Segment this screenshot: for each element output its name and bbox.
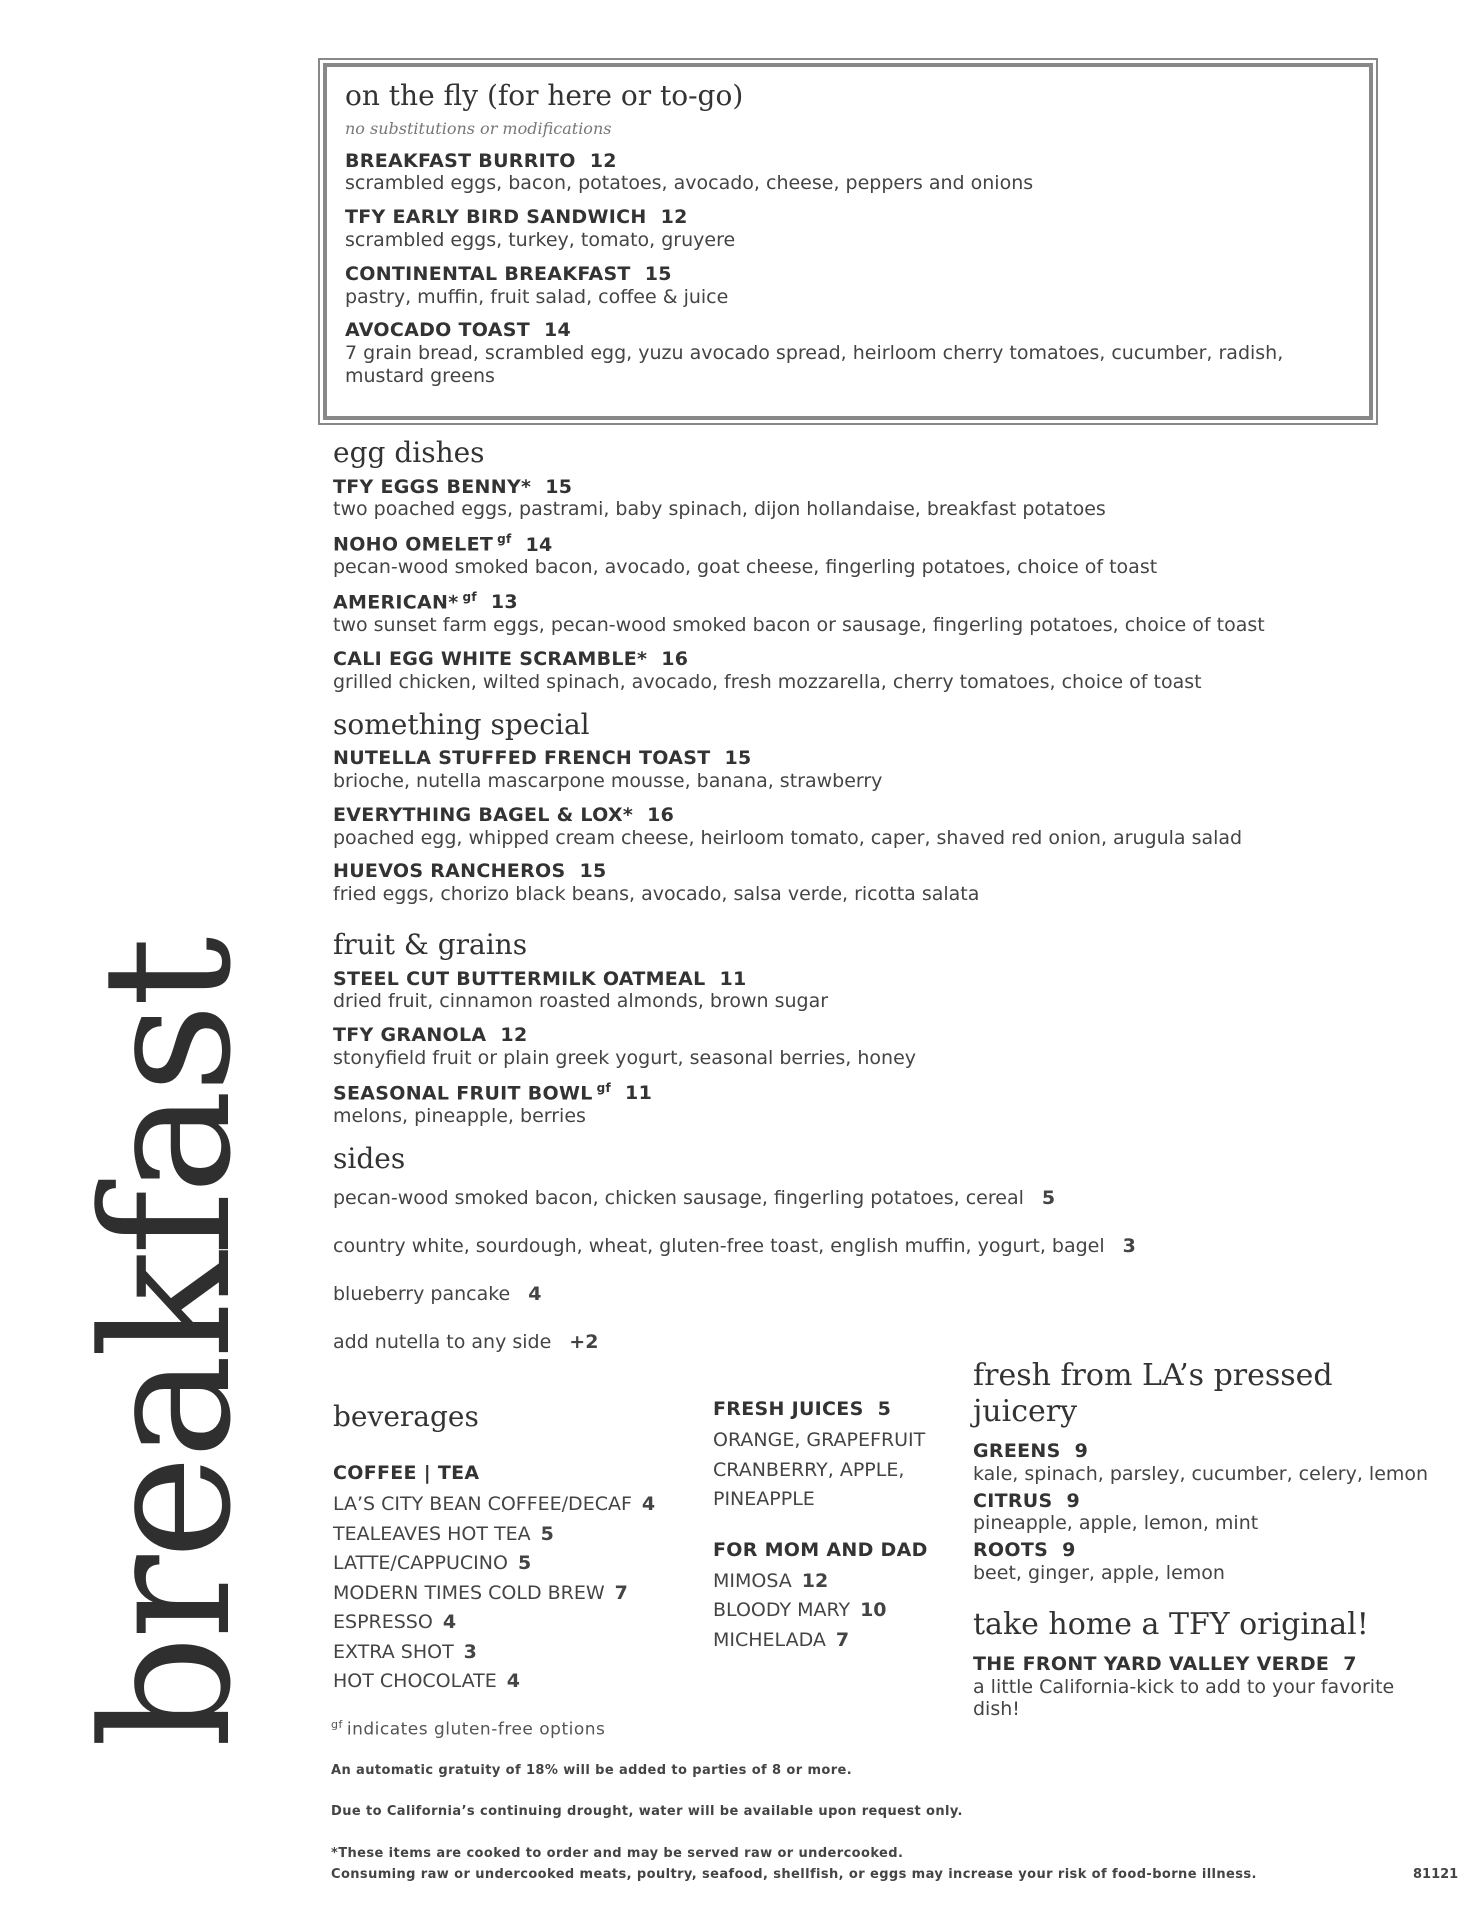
beverage-price: 7 <box>614 1581 628 1604</box>
side-price: 3 <box>1122 1235 1136 1258</box>
item-name: SEASONAL FRUIT BOWL <box>333 1082 593 1105</box>
item-name: STEEL CUT BUTTERMILK OATMEAL <box>333 967 706 990</box>
beverage-price: 7 <box>835 1628 850 1651</box>
take-home-item <box>973 1653 1443 1721</box>
juices-header <box>713 1398 928 1420</box>
item-price: 15 <box>579 860 607 883</box>
juices-header-label: FRESH JUICES <box>713 1398 864 1420</box>
menu-item <box>345 263 1351 309</box>
menu-item <box>333 590 1373 637</box>
item-name: TFY EGGS BENNY* <box>333 475 532 498</box>
item-name: THE FRONT YARD VALLEY VERDE <box>973 1652 1330 1675</box>
beverage-price: 3 <box>463 1640 477 1663</box>
item-price: 11 <box>719 967 747 990</box>
item-price: 7 <box>1343 1652 1357 1675</box>
side-item <box>333 1235 1373 1257</box>
item-description: scrambled eggs, turkey, tomato, gruyere <box>345 228 736 251</box>
item-description: 7 grain bread, scrambled egg, yuzu avocado spread, heirloom cherry tomatoes, cucumber, radish, mustard greens <box>345 342 1284 387</box>
item-price: 15 <box>644 262 672 285</box>
item-price: 15 <box>724 747 752 770</box>
item-name: CONTINENTAL BREAKFAST <box>345 262 631 285</box>
side-item <box>333 1283 1373 1305</box>
item-name: EVERYTHING BAGEL & LOX* <box>333 803 634 826</box>
beverage-price: 5 <box>517 1552 532 1574</box>
menu-item <box>333 1024 1373 1070</box>
beverage-price: 12 <box>801 1569 829 1592</box>
side-price: 5 <box>1041 1187 1056 1210</box>
menu-item <box>333 532 1373 579</box>
item-name: BREAKFAST BURRITO <box>345 149 576 172</box>
side-item <box>333 1187 1373 1209</box>
beverage-price: 4 <box>442 1611 457 1633</box>
item-description: two poached eggs, pastrami, baby spinach, dijon hollandaise, breakfast potatoes <box>333 498 1106 521</box>
section-title: egg dishes <box>333 436 485 469</box>
side-text: blueberry pancake <box>333 1283 511 1306</box>
juicery-item <box>973 1539 1443 1585</box>
raw-food-warning: Consuming raw or undercooked meats, poultry, seafood, shellfish, or eggs may increase your risk of food-borne illness. <box>331 1867 1257 1882</box>
item-price: 9 <box>1062 1539 1076 1562</box>
beverage-name: ESPRESSO <box>333 1611 433 1633</box>
beverage-item <box>333 1638 655 1668</box>
beverage-name: MODERN TIMES COLD BREW <box>333 1581 605 1604</box>
item-description: pecan-wood smoked bacon, avocado, goat cheese, fingerling potatoes, choice of toast <box>333 556 1158 579</box>
beverage-name: LA’S CITY BEAN COFFEE/DECAF <box>333 1493 632 1515</box>
item-name: TFY EARLY BIRD SANDWICH <box>345 206 647 229</box>
something-special-section <box>333 708 1373 906</box>
main-menu <box>333 436 1373 1379</box>
item-price: 16 <box>661 648 689 671</box>
item-name: CALI EGG WHITE SCRAMBLE* <box>333 648 648 671</box>
side-price: +2 <box>569 1331 599 1354</box>
menu-item <box>333 476 1373 522</box>
item-name: AMERICAN* <box>333 591 459 614</box>
item-description: poached egg, whipped cream cheese, heirloom tomato, caper, shaved red onion, arugula salad <box>333 826 1243 849</box>
side-price: 4 <box>528 1283 542 1306</box>
beverage-item <box>713 1596 928 1626</box>
section-title: fruit & grains <box>333 928 528 961</box>
no-substitutions-note: no substitutions or modifications <box>345 118 612 138</box>
menu-item <box>345 206 1351 252</box>
beverage-price: 4 <box>641 1493 656 1515</box>
item-description: pineapple, apple, lemon, mint <box>973 1512 1259 1535</box>
gluten-free-mark: gf <box>462 590 477 605</box>
item-price: 15 <box>545 475 573 498</box>
item-price: 14 <box>543 319 572 342</box>
item-price: 13 <box>490 591 518 614</box>
beverage-item <box>333 1667 655 1697</box>
menu-item <box>333 860 1373 906</box>
side-text: pecan-wood smoked bacon, chicken sausage, fingerling potatoes, cereal <box>333 1187 1024 1210</box>
item-description: pastry, muffin, fruit salad, coffee & juice <box>345 285 729 308</box>
juicery-item <box>973 1490 1443 1536</box>
beverage-price: 10 <box>860 1599 887 1621</box>
gluten-free-mark: gf <box>596 1080 612 1095</box>
item-description: brioche, nutella mascarpone mousse, banana, strawberry <box>333 770 883 793</box>
beverage-item <box>713 1626 928 1656</box>
item-description: grilled chicken, wilted spinach, avocado, fresh mozzarella, cherry tomatoes, choice of toast <box>333 670 1202 693</box>
drought-note: Due to California’s continuing drought, water will be available upon request only. <box>331 1804 963 1819</box>
item-name: CITRUS <box>973 1489 1053 1512</box>
item-price: 11 <box>625 1082 653 1105</box>
item-name: NOHO OMELET <box>333 533 494 556</box>
beverage-name: EXTRA SHOT <box>333 1640 454 1663</box>
item-description: scrambled eggs, bacon, potatoes, avocado, cheese, peppers and onions <box>345 172 1034 195</box>
beverages-title: beverages <box>333 1400 479 1433</box>
juicery-item <box>973 1440 1443 1486</box>
menu-item <box>333 648 1373 694</box>
beverage-name: MICHELADA <box>713 1628 826 1651</box>
gluten-free-legend <box>331 1718 605 1740</box>
side-text: country white, sourdough, wheat, gluten-free toast, english muffin, yogurt, bagel <box>333 1235 1105 1258</box>
beverage-item <box>713 1567 928 1597</box>
beverage-price: 4 <box>506 1670 521 1692</box>
juice-line: CRANBERRY, APPLE, <box>713 1458 905 1481</box>
gluten-free-mark: gf <box>331 1718 343 1731</box>
item-price: 12 <box>500 1024 528 1047</box>
item-name: HUEVOS RANCHEROS <box>333 860 566 883</box>
egg-dishes-section <box>333 436 1373 694</box>
item-price: 16 <box>647 803 675 826</box>
item-name: TFY GRANOLA <box>333 1024 487 1047</box>
beverage-item <box>333 1549 655 1579</box>
beverage-price: 5 <box>540 1522 554 1545</box>
item-name: NUTELLA STUFFED FRENCH TOAST <box>333 747 711 770</box>
item-price: 9 <box>1074 1440 1089 1462</box>
item-price: 9 <box>1066 1489 1081 1512</box>
beverage-item <box>333 1490 655 1520</box>
item-description: melons, pineapple, berries <box>333 1104 586 1127</box>
section-title: sides <box>333 1141 406 1175</box>
fruit-grains-section <box>333 928 1373 1128</box>
item-price: 12 <box>660 206 688 229</box>
gluten-free-mark: gf <box>497 532 512 547</box>
menu-item <box>333 1081 1373 1128</box>
item-description: a little California-kick to add to your favorite dish! <box>973 1675 1395 1721</box>
beverage-name: LATTE/CAPPUCINO <box>333 1552 508 1574</box>
menu-item <box>333 968 1373 1014</box>
beverage-name: BLOODY MARY <box>713 1599 851 1621</box>
menu-item <box>333 747 1373 793</box>
side-text: add nutella to any side <box>333 1331 552 1354</box>
item-description: dried fruit, cinnamon roasted almonds, brown sugar <box>333 990 829 1013</box>
item-description: kale, spinach, parsley, cucumber, celery, lemon <box>973 1462 1429 1485</box>
item-price: 12 <box>589 149 617 172</box>
gratuity-note: An automatic gratuity of 18% will be added to parties of 8 or more. <box>331 1763 853 1778</box>
beverage-name: HOT CHOCOLATE <box>333 1670 497 1692</box>
menu-item <box>345 319 1351 387</box>
juice-line: PINEAPPLE <box>713 1488 815 1510</box>
gluten-free-legend-text: indicates gluten-free options <box>346 1719 606 1740</box>
item-name: ROOTS <box>973 1539 1049 1562</box>
pressed-juicery-column <box>973 1358 1443 1725</box>
item-name: AVOCADO TOAST <box>345 319 530 342</box>
item-description: beet, ginger, apple, lemon <box>973 1561 1225 1584</box>
on-the-fly-title: on the fly (for here or to-go) <box>345 79 744 112</box>
juice-line: ORANGE, GRAPEFRUIT <box>713 1429 926 1451</box>
coffee-tea-column <box>333 1462 655 1697</box>
beverage-item <box>333 1579 655 1609</box>
beverage-name: MIMOSA <box>713 1569 792 1592</box>
juices-column <box>713 1398 928 1655</box>
item-description: two sunset farm eggs, pecan-wood smoked bacon or sausage, fingerling potatoes, choice of toast <box>333 614 1265 637</box>
page-title: breakfast <box>65 940 270 1748</box>
beverage-item <box>333 1608 655 1638</box>
sides-section <box>333 1142 1373 1354</box>
item-description: fried eggs, chorizo black beans, avocado, salsa verde, ricotta salata <box>333 883 980 906</box>
beverage-item <box>333 1520 655 1550</box>
on-the-fly-box <box>318 58 1378 425</box>
pressed-juicery-title: fresh from LA’s pressed juicery <box>973 1358 1333 1429</box>
mom-dad-header: FOR MOM AND DAD <box>713 1538 928 1561</box>
section-title: something special <box>333 707 590 741</box>
item-description: stonyfield fruit or plain greek yogurt, seasonal berries, honey <box>333 1046 916 1069</box>
item-name: GREENS <box>973 1440 1061 1462</box>
juices-price: 5 <box>877 1398 892 1420</box>
raw-food-note: *These items are cooked to order and may be served raw or undercooked. <box>331 1846 904 1861</box>
coffee-tea-header: COFFEE | TEA <box>333 1462 480 1484</box>
menu-item <box>333 804 1373 850</box>
menu-code: 81121 <box>1413 1867 1459 1882</box>
beverage-name: TEALEAVES HOT TEA <box>333 1522 531 1545</box>
take-home-title: take home a TFY original! <box>973 1606 1369 1642</box>
side-item <box>333 1331 1373 1353</box>
item-price: 14 <box>525 533 553 556</box>
menu-item <box>345 150 1351 196</box>
